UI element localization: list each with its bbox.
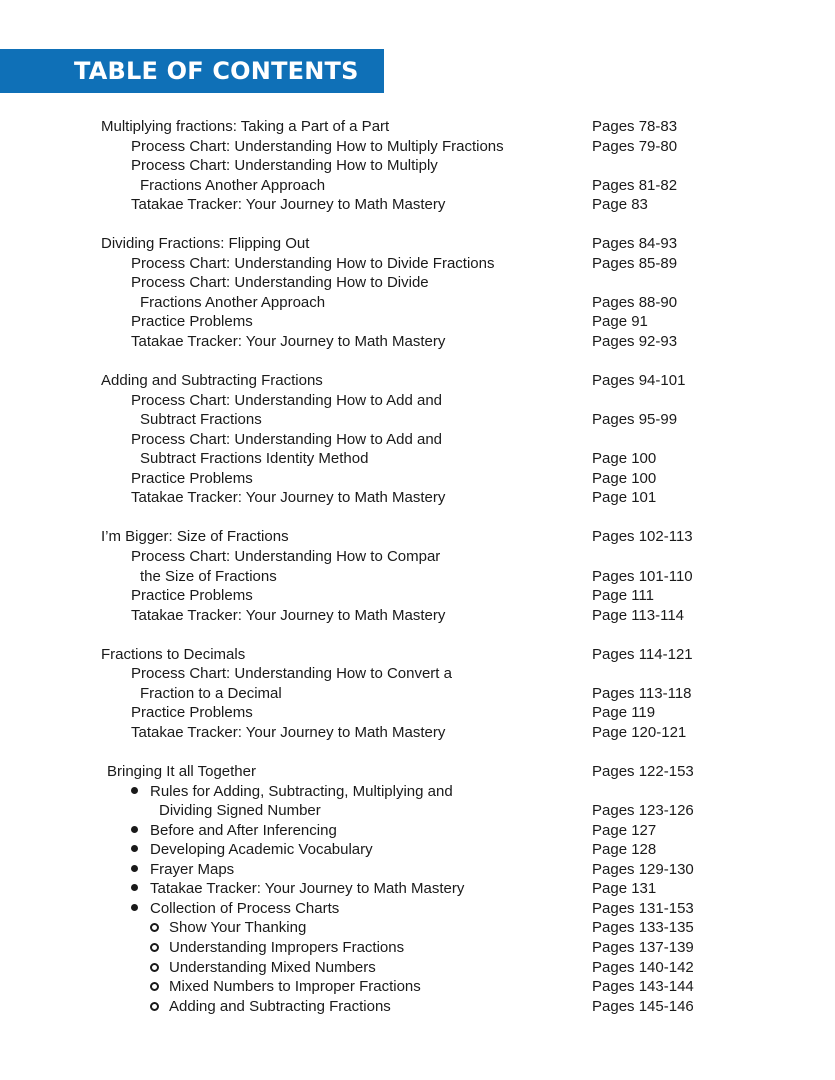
toc-entry-row <box>0 958 835 978</box>
toc-entry-pages: Pages 113-118 <box>592 684 692 702</box>
toc-entry-title: Tatakae Tracker: Your Journey to Math Mastery <box>150 880 465 898</box>
toc-entry-row <box>0 273 835 293</box>
toc-entry-title: Developing Academic Vocabulary <box>150 841 373 859</box>
toc-entry-row <box>0 254 835 274</box>
bullet-circle-icon <box>150 963 159 972</box>
bullet-circle-icon <box>150 982 159 991</box>
toc-entry-row <box>0 469 835 489</box>
toc-entry-pages: Pages 78-83 <box>592 118 678 135</box>
toc-entry-pages: Pages 85-89 <box>592 254 678 272</box>
toc-entry-row <box>0 606 835 626</box>
toc-entry-pages: Pages 131-153 <box>592 899 694 917</box>
toc-entry-title: Process Chart: Understanding How to Compar <box>131 548 441 566</box>
toc-entry-title: Collection of Process Charts <box>150 899 340 917</box>
toc-entry-title: Fraction to a Decimal <box>140 684 282 702</box>
toc-entry-title: Practice Problems <box>131 313 253 331</box>
toc-section-row <box>0 234 835 254</box>
toc-entry-title: Adding and Subtracting Fractions <box>169 997 391 1015</box>
toc-entry-row <box>0 664 835 684</box>
toc-entry-title: Before and After Inferencing <box>150 821 337 839</box>
toc-entry-pages: Page 128 <box>592 841 657 859</box>
toc-entry-pages: Pages 123-126 <box>592 802 694 820</box>
toc-entry-row <box>0 488 835 508</box>
toc-entry-title: Process Chart: Understanding How to Divide <box>131 274 429 292</box>
toc-entry-pages: Page 119 <box>592 704 656 722</box>
toc-entry-row <box>0 293 835 313</box>
bullet-dot-icon <box>131 904 138 911</box>
bullet-dot-icon <box>131 845 138 852</box>
section-gap <box>0 508 835 528</box>
toc-entry-pages: Pages 140-142 <box>592 958 694 976</box>
toc-entry-row <box>0 723 835 743</box>
toc-section-row <box>0 117 835 137</box>
toc-entry-title: Tatakae Tracker: Your Journey to Math Mastery <box>131 723 446 741</box>
toc-entry-row <box>0 821 835 841</box>
toc-entry-row <box>0 938 835 958</box>
toc-entry-row <box>0 156 835 176</box>
toc-entry-title: Process Chart: Understanding How to Add and <box>131 391 443 409</box>
toc-section-row <box>0 371 835 391</box>
toc-entry-title: Multiplying fractions: Taking a Part of a Part <box>101 118 390 135</box>
section-gap <box>0 352 835 372</box>
toc-entry-row <box>0 430 835 450</box>
toc-entry-title: Practice Problems <box>131 587 253 605</box>
bullet-dot-icon <box>131 884 138 891</box>
toc-entry-title: Process Chart: Understanding How to Multiply Fractions <box>131 137 504 155</box>
bullet-dot-icon <box>131 826 138 833</box>
toc-entry-title: Fractions to Decimals <box>101 645 246 663</box>
toc-entry-title: Fractions Another Approach <box>140 176 326 194</box>
toc-entry-pages: Pages 122-153 <box>592 763 694 781</box>
toc-entry-pages: Pages 114-121 <box>592 645 693 663</box>
toc-entry-pages: Page 100 <box>592 450 657 468</box>
toc-entry-row <box>0 782 835 802</box>
toc-entry-row <box>0 176 835 196</box>
toc-entry-title: Adding and Subtracting Fractions <box>101 372 323 390</box>
toc-entry-title: the Size of Fractions <box>140 567 277 585</box>
toc-entry-row <box>0 312 835 332</box>
toc-entry-pages: Pages 137-139 <box>592 938 694 956</box>
toc-entry-title: Show Your Thanking <box>169 919 307 937</box>
toc-entry-row <box>0 879 835 899</box>
toc-entry-title: Practice Problems <box>131 704 253 722</box>
toc-section-row <box>0 645 835 665</box>
toc-entry-pages: Pages 94-101 <box>592 372 686 390</box>
toc-entry-row <box>0 410 835 430</box>
toc-entry-row <box>0 840 835 860</box>
bullet-dot-icon <box>131 787 138 794</box>
toc-entry-title: Process Chart: Understanding How to Divide Fractions <box>131 254 495 272</box>
toc-entry-row <box>0 801 835 821</box>
bullet-circle-icon <box>150 923 159 932</box>
toc-entry-pages: Pages 95-99 <box>592 411 678 429</box>
section-gap <box>0 743 835 763</box>
toc-entry-pages: Pages 133-135 <box>592 919 694 937</box>
toc-entry-row <box>0 391 835 411</box>
toc-entry-pages: Pages 84-93 <box>592 235 678 253</box>
toc-entry-pages: Page 101 <box>592 489 657 507</box>
toc-entry-pages: Page 113-114 <box>592 606 685 624</box>
toc-entry-title: Process Chart: Understanding How to Multiply <box>131 157 438 175</box>
toc-entry-pages: Page 127 <box>592 821 657 839</box>
toc-entry-pages: Pages 79-80 <box>592 137 678 155</box>
toc-entry-row <box>0 684 835 704</box>
toc-entry-title: Understanding Mixed Numbers <box>169 958 376 976</box>
toc-entry-title: Rules for Adding, Subtracting, Multiplying and <box>150 782 453 800</box>
toc-entry-row <box>0 703 835 723</box>
toc-entry-pages: Page 111 <box>592 587 654 605</box>
toc-section-row <box>0 762 835 782</box>
toc-entry-row <box>0 997 835 1017</box>
toc-entry-title: Process Chart: Understanding How to Add and <box>131 430 443 448</box>
section-gap <box>0 625 835 645</box>
toc-entry-title: Frayer Maps <box>150 860 235 878</box>
toc-entry-title: Tatakae Tracker: Your Journey to Math Mastery <box>131 196 446 214</box>
toc-entry-row <box>0 332 835 352</box>
toc-entry-pages: Pages 145-146 <box>592 997 694 1015</box>
toc-entry-title: I’m Bigger: Size of Fractions <box>101 528 289 546</box>
toc-entry-row <box>0 586 835 606</box>
toc-entry-title: Understanding Impropers Fractions <box>169 938 405 956</box>
toc-entry-pages: Pages 102-113 <box>592 528 693 546</box>
table-of-contents <box>0 117 835 1016</box>
toc-entry-row <box>0 977 835 997</box>
toc-entry-row <box>0 137 835 157</box>
bullet-circle-icon <box>150 943 159 952</box>
toc-entry-pages: Pages 81-82 <box>592 176 678 194</box>
toc-entry-row <box>0 195 835 215</box>
toc-entry-title: Fractions Another Approach <box>140 293 326 311</box>
toc-entry-row <box>0 567 835 587</box>
toc-entry-title: Subtract Fractions Identity Method <box>140 450 369 468</box>
toc-entry-title: Dividing Fractions: Flipping Out <box>101 235 310 253</box>
toc-entry-row <box>0 899 835 919</box>
toc-entry-title: Bringing It all Together <box>107 763 256 781</box>
header-banner <box>0 49 384 93</box>
toc-entry-row <box>0 547 835 567</box>
toc-entry-title: Tatakae Tracker: Your Journey to Math Mastery <box>131 606 446 624</box>
bullet-circle-icon <box>150 1002 159 1011</box>
toc-entry-row <box>0 918 835 938</box>
toc-entry-pages: Page 100 <box>592 469 657 487</box>
toc-entry-title: Subtract Fractions <box>140 411 262 429</box>
toc-entry-title: Mixed Numbers to Improper Fractions <box>169 978 421 996</box>
toc-entry-title: Process Chart: Understanding How to Convert a <box>131 665 452 683</box>
section-gap <box>0 215 835 235</box>
toc-entry-row <box>0 449 835 469</box>
toc-entry-pages: Pages 101-110 <box>592 567 693 585</box>
toc-entry-pages: Page 131 <box>592 880 657 898</box>
toc-entry-title: Tatakae Tracker: Your Journey to Math Mastery <box>131 489 446 507</box>
toc-section-row <box>0 527 835 547</box>
toc-entry-title: Tatakae Tracker: Your Journey to Math Mastery <box>131 333 446 351</box>
toc-entry-pages: Page 120-121 <box>592 723 687 741</box>
toc-entry-title: Practice Problems <box>131 469 253 487</box>
page-title: TABLE OF CONTENTS <box>74 57 359 85</box>
toc-entry-pages: Page 91 <box>592 313 648 331</box>
toc-entry-pages: Pages 92-93 <box>592 333 678 351</box>
toc-entry-pages: Pages 129-130 <box>592 860 694 878</box>
toc-entry-row <box>0 860 835 880</box>
toc-entry-title: Dividing Signed Number <box>159 802 321 820</box>
toc-entry-pages: Pages 88-90 <box>592 293 678 311</box>
bullet-dot-icon <box>131 865 138 872</box>
toc-entry-pages: Page 83 <box>592 196 648 214</box>
toc-entry-pages: Pages 143-144 <box>592 978 694 996</box>
